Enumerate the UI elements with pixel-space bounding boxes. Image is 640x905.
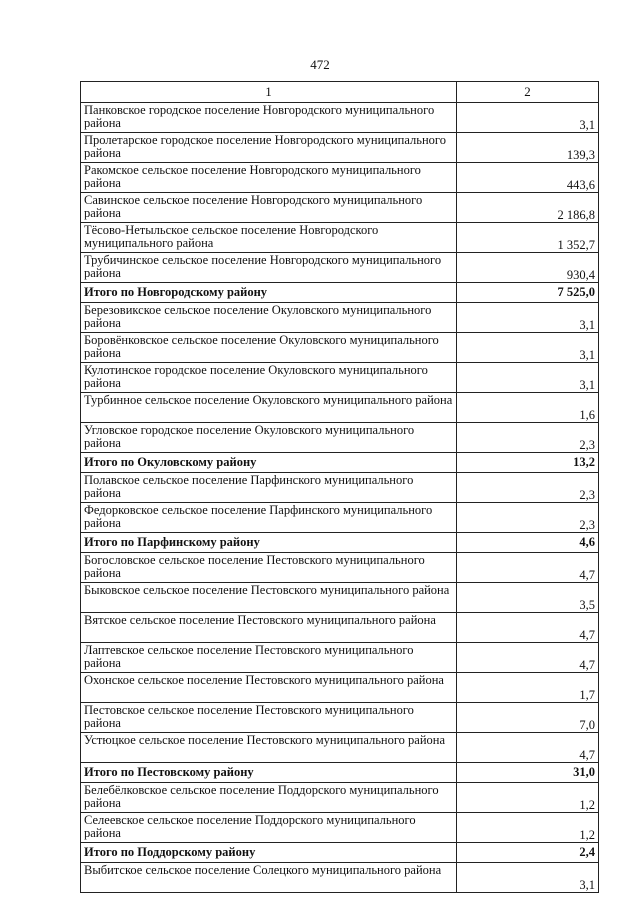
settlement-value: 2,3: [457, 423, 599, 453]
table-row: [81, 813, 599, 843]
settlement-name: Устюцкое сельское поселение Пестовского муниципального района: [81, 733, 457, 763]
table-row: [81, 863, 599, 893]
table-row: [81, 703, 599, 733]
settlement-value: 3,1: [457, 363, 599, 393]
settlement-value: 2,3: [457, 503, 599, 533]
settlement-value: 7,0: [457, 703, 599, 733]
settlement-name: Белебёлковское сельское поселение Поддорского муниципального района: [81, 783, 457, 813]
table-row: [81, 733, 599, 763]
district-total-row: [81, 843, 599, 863]
district-total-row: [81, 283, 599, 303]
settlement-name: Полавское сельское поселение Парфинского муниципального района: [81, 473, 457, 503]
table-row: [81, 303, 599, 333]
district-total-row: [81, 533, 599, 553]
settlement-name: Кулотинское городское поселение Окуловского муниципального района: [81, 363, 457, 393]
table-row: [81, 393, 599, 423]
settlement-name: Пролетарское городское поселение Новгородского муниципального района: [81, 133, 457, 163]
district-total-label: Итого по Пестовскому району: [81, 763, 457, 783]
district-total-label: Итого по Окуловскому району: [81, 453, 457, 473]
table-row: [81, 673, 599, 703]
settlement-value: 930,4: [457, 253, 599, 283]
settlement-name: Пестовское сельское поселение Пестовского муниципального района: [81, 703, 457, 733]
settlement-name: Вятское сельское поселение Пестовского муниципального района: [81, 613, 457, 643]
settlement-value: 1,2: [457, 783, 599, 813]
settlement-name: Савинское сельское поселение Новгородского муниципального района: [81, 193, 457, 223]
table-header-row: [81, 82, 599, 103]
settlement-name: Богословское сельское поселение Пестовского муниципального района: [81, 553, 457, 583]
table-row: [81, 783, 599, 813]
column-header-1: 1: [81, 82, 457, 103]
settlement-value: 443,6: [457, 163, 599, 193]
settlement-name: Селеевское сельское поселение Поддорского муниципального района: [81, 813, 457, 843]
settlement-value: 2 186,8: [457, 193, 599, 223]
table-row: [81, 363, 599, 393]
district-total-label: Итого по Парфинскому району: [81, 533, 457, 553]
settlement-value: 4,7: [457, 553, 599, 583]
table-row: [81, 473, 599, 503]
budget-table: [80, 81, 599, 893]
column-header-2: 2: [457, 82, 599, 103]
settlement-name: Боровёнковское сельское поселение Окуловского муниципального района: [81, 333, 457, 363]
table-row: [81, 643, 599, 673]
table-row: [81, 423, 599, 453]
settlement-name: Лаптевское сельское поселение Пестовского муниципального района: [81, 643, 457, 673]
settlement-name: Ракомское сельское поселение Новгородского муниципального района: [81, 163, 457, 193]
table-row: [81, 503, 599, 533]
district-total-row: [81, 453, 599, 473]
settlement-name: Федорковское сельское поселение Парфинского муниципального района: [81, 503, 457, 533]
settlement-name: Быковское сельское поселение Пестовского муниципального района: [81, 583, 457, 613]
settlement-value: 3,1: [457, 863, 599, 893]
table-row: [81, 333, 599, 363]
district-total-value: 2,4: [457, 843, 599, 863]
district-total-label: Итого по Поддорскому району: [81, 843, 457, 863]
table-row: [81, 223, 599, 253]
settlement-value: 1 352,7: [457, 223, 599, 253]
settlement-value: 3,1: [457, 333, 599, 363]
district-total-value: 31,0: [457, 763, 599, 783]
table-row: [81, 193, 599, 223]
settlement-name: Трубичинское сельское поселение Новгородского муниципального района: [81, 253, 457, 283]
settlement-value: 139,3: [457, 133, 599, 163]
table-row: [81, 163, 599, 193]
settlement-value: 1,2: [457, 813, 599, 843]
district-total-label: Итого по Новгородскому району: [81, 283, 457, 303]
settlement-value: 3,1: [457, 303, 599, 333]
settlement-value: 4,7: [457, 643, 599, 673]
settlement-name: Панковское городское поселение Новгородского муниципального района: [81, 103, 457, 133]
settlement-name: Охонское сельское поселение Пестовского муниципального района: [81, 673, 457, 703]
district-total-value: 4,6: [457, 533, 599, 553]
settlement-value: 3,5: [457, 583, 599, 613]
settlement-value: 2,3: [457, 473, 599, 503]
district-total-value: 13,2: [457, 453, 599, 473]
table-row: [81, 583, 599, 613]
table-row: [81, 613, 599, 643]
table-row: [81, 133, 599, 163]
settlement-name: Выбитское сельское поселение Солецкого муниципального района: [81, 863, 457, 893]
table-body: [81, 103, 599, 893]
settlement-value: 4,7: [457, 733, 599, 763]
settlement-value: 1,6: [457, 393, 599, 423]
table-row: [81, 103, 599, 133]
settlement-value: 4,7: [457, 613, 599, 643]
table-row: [81, 553, 599, 583]
settlement-name: Березовикское сельское поселение Окуловского муниципального района: [81, 303, 457, 333]
settlement-name: Тёсово-Нетыльское сельское поселение Новгородского муниципального района: [81, 223, 457, 253]
district-total-value: 7 525,0: [457, 283, 599, 303]
settlement-value: 3,1: [457, 103, 599, 133]
settlement-name: Угловское городское поселение Окуловского муниципального района: [81, 423, 457, 453]
settlement-value: 1,7: [457, 673, 599, 703]
page-number: 472: [310, 57, 330, 72]
settlement-name: Турбинное сельское поселение Окуловского муниципального района: [81, 393, 457, 423]
table-row: [81, 253, 599, 283]
district-total-row: [81, 763, 599, 783]
